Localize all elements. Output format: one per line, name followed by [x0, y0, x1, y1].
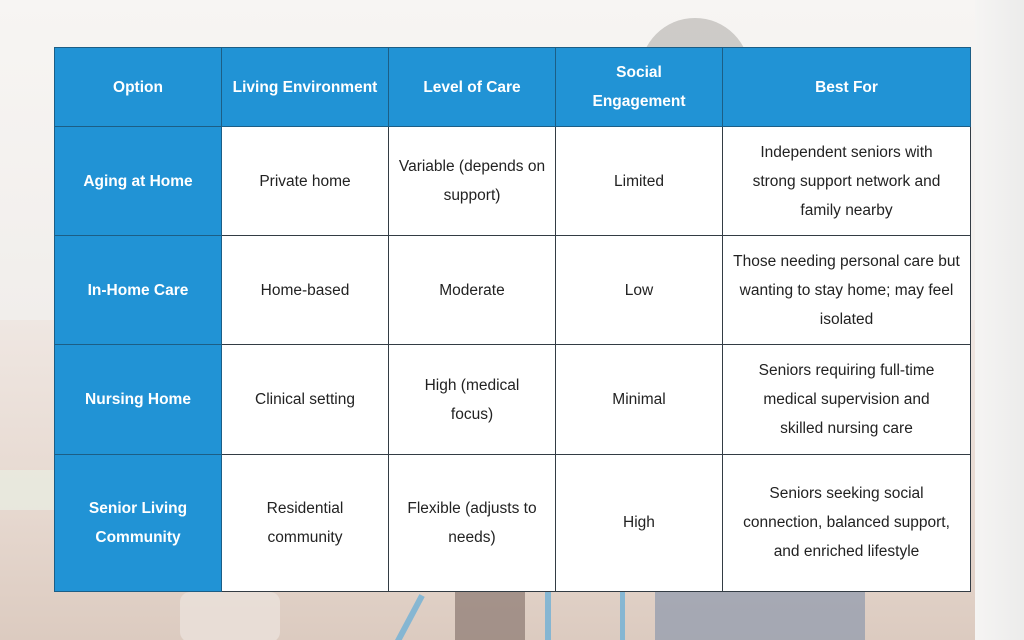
- social-engagement-cell: Minimal: [556, 345, 723, 454]
- header-row: [55, 48, 971, 127]
- header-best-for: Best For: [723, 48, 971, 127]
- background-caregiver-legs: [655, 590, 865, 640]
- social-engagement-cell: Low: [556, 236, 723, 345]
- living-environment-cell: Clinical setting: [222, 345, 389, 454]
- social-engagement-cell: Limited: [556, 127, 723, 236]
- background-plant: [0, 470, 55, 510]
- header-option: Option: [55, 48, 222, 127]
- header-living-environment: Living Environment: [222, 48, 389, 127]
- living-environment-cell: Residential community: [222, 454, 389, 591]
- best-for-cell: Those needing personal care but wanting to stay home; may feel isolated: [723, 236, 971, 345]
- living-environment-cell: Private home: [222, 127, 389, 236]
- level-of-care-cell: Moderate: [389, 236, 556, 345]
- option-cell: Senior Living Community: [55, 454, 222, 591]
- option-cell: Nursing Home: [55, 345, 222, 454]
- table-row: [55, 454, 971, 591]
- best-for-cell: Seniors requiring full-time medical supervision and skilled nursing care: [723, 345, 971, 454]
- option-cell: In-Home Care: [55, 236, 222, 345]
- best-for-cell: Seniors seeking social connection, balanced support, and enriched lifestyle: [723, 454, 971, 591]
- background-walker-bar: [545, 592, 551, 640]
- background-walker-bar: [620, 592, 625, 640]
- table-row: [55, 236, 971, 345]
- level-of-care-cell: Flexible (adjusts to needs): [389, 454, 556, 591]
- living-environment-cell: Home-based: [222, 236, 389, 345]
- background-person-legs: [455, 590, 525, 640]
- best-for-cell: Independent seniors with strong support network and family nearby: [723, 127, 971, 236]
- background-right-edge: [975, 0, 1024, 640]
- level-of-care-cell: Variable (depends on support): [389, 127, 556, 236]
- table-row: [55, 127, 971, 236]
- option-cell: Aging at Home: [55, 127, 222, 236]
- social-engagement-cell: High: [556, 454, 723, 591]
- table-row: [55, 345, 971, 454]
- header-social-engagement: Social Engagement: [556, 48, 723, 127]
- header-level-of-care: Level of Care: [389, 48, 556, 127]
- background-chair: [180, 592, 280, 640]
- level-of-care-cell: High (medical focus): [389, 345, 556, 454]
- senior-care-comparison-table: [54, 47, 971, 592]
